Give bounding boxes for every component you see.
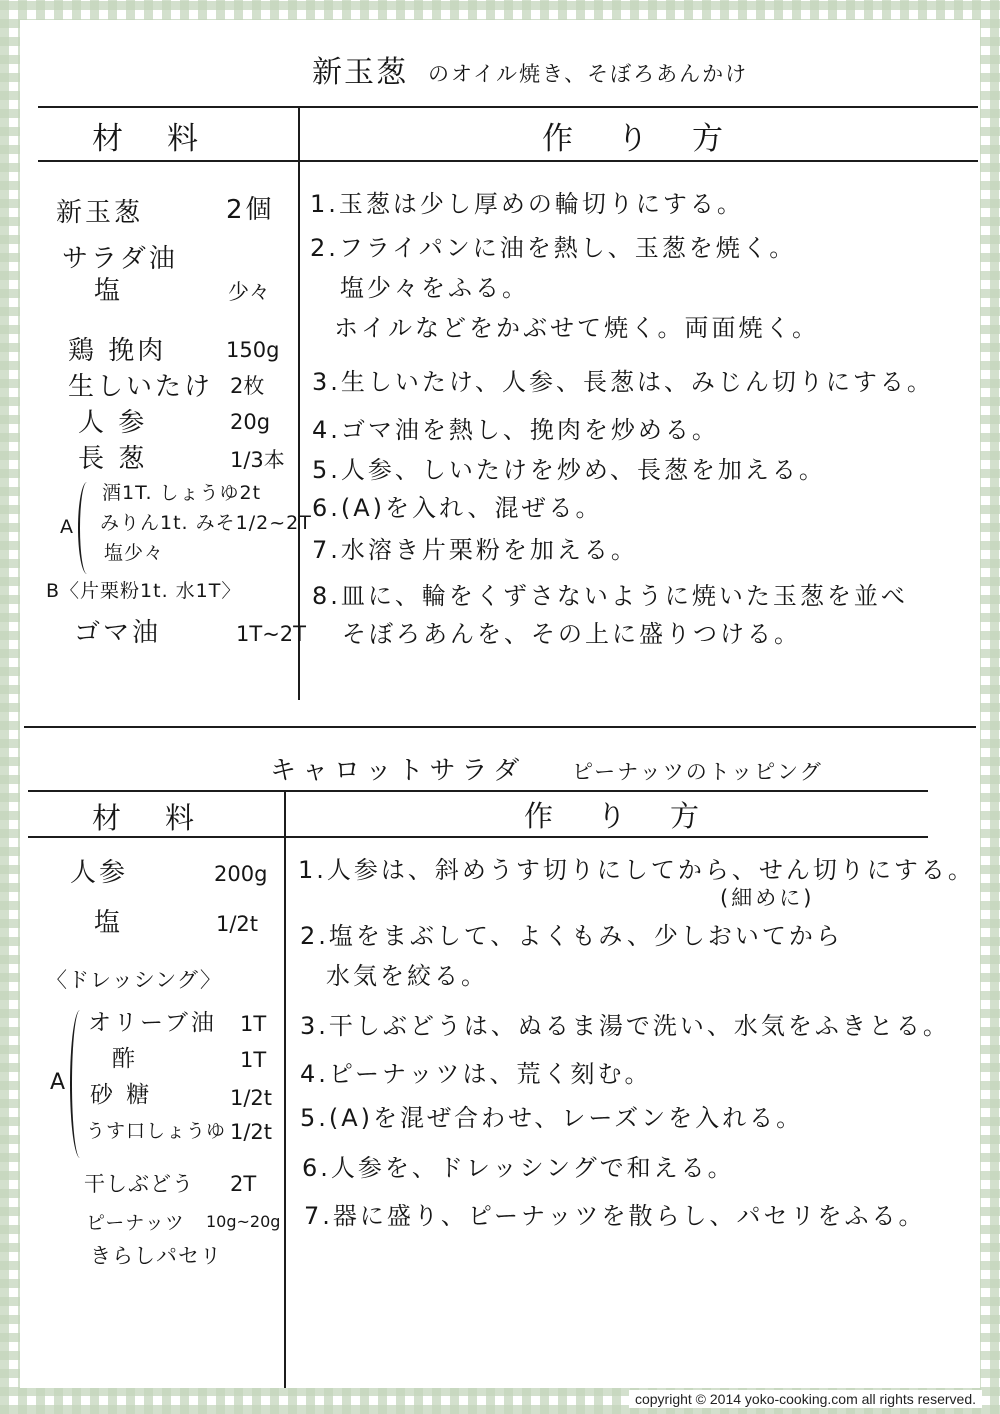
group-a-label: A (60, 516, 74, 538)
recipe2-column-divider (284, 790, 286, 1388)
dressing-item-name: うす口しょうゆ (86, 1120, 227, 1142)
method-step: 4.ゴマ油を熱し、挽肉を炒める。 (312, 416, 719, 444)
ingredient-amount: 1/3本 (230, 448, 285, 472)
ingredient-amount: 1T~2T (236, 622, 306, 646)
ingredient-name: 人 参 (78, 408, 148, 438)
ingredient-name: 人参 (70, 858, 129, 888)
ingredient-amount: 150g (226, 338, 280, 362)
method-step: 6.人参を、ドレッシングで和える。 (302, 1154, 735, 1182)
group-a-item: 酒1T. しょうゆ2t (102, 482, 262, 504)
extra-ingredient-amount: 10g~20g (206, 1212, 281, 1231)
dressing-item-amount: 1T (240, 1048, 267, 1072)
method-step: 6.(A)を入れ、混ぜる。 (312, 494, 603, 522)
ingredient-name: 塩 (94, 908, 124, 938)
method-step: ホイルなどをかぶせて焼く。両面焼く。 (334, 314, 820, 342)
group-a-item: みりん1t. みそ1/2~2T (100, 512, 312, 534)
dressing-item-name: 酢 (112, 1046, 138, 1072)
ingredient-amount: 20g (230, 410, 271, 434)
ingredient-name: 鶏 挽肉 (68, 336, 167, 366)
ingredient-amount: 2枚 (230, 374, 265, 398)
extra-ingredient-amount: 2T (230, 1172, 257, 1196)
ingredient-name: 塩 (94, 276, 124, 306)
recipe2-title: キャロットサラダ (270, 756, 526, 786)
method-step: 4.ピーナッツは、荒く刻む。 (300, 1060, 652, 1088)
dressing-item-name: オリーブ油 (88, 1010, 217, 1036)
recipe2-ingredients-header: 材料 (92, 801, 239, 835)
method-step: 8.皿に、輪をくずさないように焼いた玉葱を並べ (312, 582, 908, 610)
dressing-label: 〈ドレッシング〉 (46, 968, 222, 992)
group-a-item: 塩少々 (104, 542, 165, 564)
recipe1-subtitle: のオイル焼き、そぼろあんかけ (428, 62, 749, 86)
method-step: 2.塩をまぶして、よくもみ、少しおいてから (300, 922, 843, 950)
method-step: 1.人参は、斜めうす切りにしてから、せん切りにする。 (298, 856, 975, 884)
method-step: そぼろあんを、その上に盛りつける。 (342, 620, 801, 648)
ingredient-name: 新玉葱 (56, 198, 144, 228)
extra-ingredient-name: きらしパセリ (90, 1244, 222, 1268)
ingredient-amount: 2個 (226, 195, 275, 225)
ingredient-amount: 1/2t (216, 912, 259, 936)
group-a-bracket (78, 482, 96, 574)
recipe1-ingredients-header: 材料 (92, 121, 242, 157)
recipe2-header-rule (28, 836, 928, 838)
recipe1-top-rule (38, 106, 978, 108)
ingredient-amount: 少々 (228, 280, 270, 304)
method-step: 7.水溶き片栗粉を加える。 (312, 536, 638, 564)
ingredient-name: ゴマ油 (74, 618, 162, 648)
recipe1-header-rule (38, 160, 978, 162)
method-step: 3.干しぶどうは、ぬるま湯で洗い、水気をふきとる。 (300, 1012, 950, 1040)
method-step: 1.玉葱は少し厚めの輪切りにする。 (310, 190, 744, 218)
recipe-sheet (20, 20, 980, 1388)
recipe2-top-rule (28, 790, 928, 792)
recipe2-subtitle: ピーナッツのトッピング (572, 760, 823, 784)
ingredient-name: 長 葱 (78, 444, 148, 474)
method-step: 5.(A)を混ぜ合わせ、レーズンを入れる。 (300, 1104, 804, 1132)
dressing-item-amount: 1/2t (230, 1086, 273, 1110)
dressing-item-amount: 1/2t (230, 1120, 273, 1144)
group-b: B〈片栗粉1t. 水1T〉 (46, 580, 242, 602)
recipe1-method-header: 作り方 (542, 121, 767, 157)
dressing-item-name: 砂 糖 (90, 1082, 153, 1108)
group-a-label: A (50, 1070, 67, 1095)
ingredient-name: 生しいたけ (68, 372, 214, 402)
method-step: 2.フライパンに油を熱し、玉葱を焼く。 (310, 234, 797, 262)
recipe2-method-header: 作り方 (524, 799, 744, 833)
method-step: 5.人参、しいたけを炒め、長葱を加える。 (312, 456, 826, 484)
extra-ingredient-name: 干しぶどう (84, 1172, 194, 1196)
extra-ingredient-name: ピーナッツ (86, 1212, 185, 1234)
recipe1-title: 新玉葱 (312, 55, 408, 90)
ingredient-name: サラダ油 (62, 244, 178, 274)
method-step: 3.生しいたけ、人参、長葱は、みじん切りにする。 (312, 368, 934, 396)
recipe1-column-divider (298, 106, 300, 700)
recipe-separator (24, 726, 976, 728)
method-note: (細めに) (720, 886, 815, 910)
copyright-notice: copyright © 2014 yoko-cooking.com all rights reserved. (629, 1390, 982, 1408)
method-step: 塩少々をふる。 (340, 274, 529, 302)
ingredient-amount: 200g (214, 862, 268, 886)
method-step: 7.器に盛り、ピーナッツを散らし、パセリをふる。 (304, 1202, 926, 1230)
method-step: 水気を絞る。 (326, 962, 488, 990)
dressing-item-amount: 1T (240, 1012, 267, 1036)
